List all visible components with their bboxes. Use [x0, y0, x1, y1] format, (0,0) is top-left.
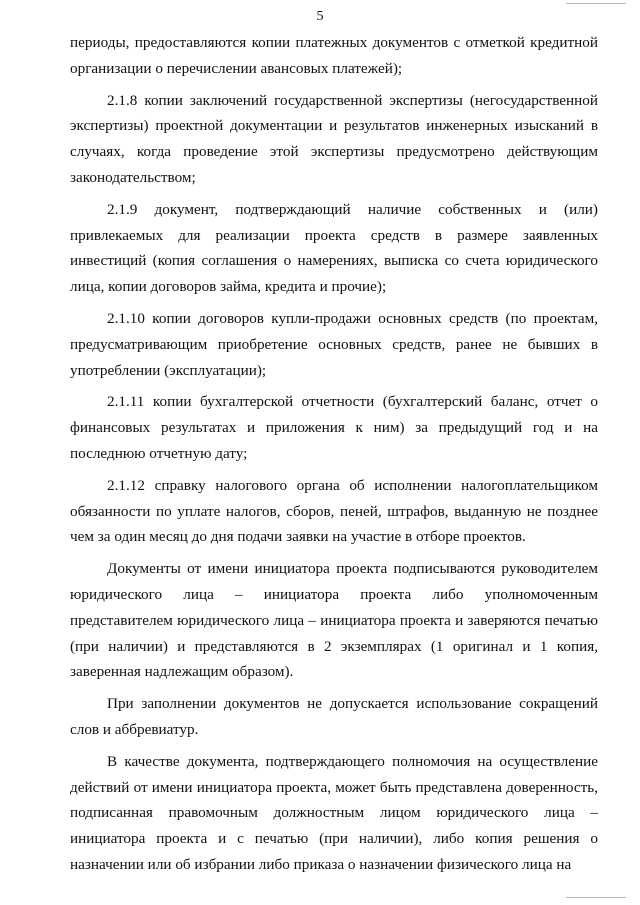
paragraph-item-2-1-10: 2.1.10 копии договоров купли-продажи основных средств (по проектам, предусматривающим приобретение основных средств, ранее не бывших в употреблении (эксплуатации); [70, 309, 598, 379]
scan-edge-mark-top [566, 0, 626, 4]
paragraph-signing-rules: Документы от имени инициатора проекта подписываются руководителем юридического лица – инициатора проекта либо уполномоченным представителем юридического лица – инициатора проекта и заверяются печатью (при наличии) и представляются в 2 экземплярах (1 оригинал и 1 копия, заверенная надлежащим образом). [70, 560, 598, 681]
paragraph-authority-document: В качестве документа, подтверждающего полномочия на осуществление действий от имени инициатора проекта, может быть представлена доверенность, подписанная правомочным должностным лицом юридического лица – инициатора проекта и с печатью (при наличии), либо копия решения о назначении или об избрании либо приказа о назначении физического лица на [70, 752, 598, 873]
paragraph-continuation: периоды, предоставляются копии платежных документов с отметкой кредитной организации о перечислении авансовых платежей); [70, 34, 598, 77]
paragraph-item-2-1-9: 2.1.9 документ, подтверждающий наличие собственных и (или) привлекаемых для реализации проекта средств в размере заявленных инвестиций (копия соглашения о намерениях, выписка со счета юридического лица, копии договоров займа, кредита и прочие); [70, 200, 598, 296]
document-body [70, 30, 598, 884]
scan-edge-mark-bottom [566, 897, 626, 901]
paragraph-item-2-1-12: 2.1.12 справку налогового органа об исполнении налогоплательщиком обязанности по уплате налогов, сборов, пеней, штрафов, выданную не позднее чем за один месяц до дня подачи заявки на участие в отборе проектов. [70, 476, 598, 546]
paragraph-abbreviations: При заполнении документов не допускается использование сокращений слов и аббревиатур. [70, 695, 598, 738]
paragraph-item-2-1-11: 2.1.11 копии бухгалтерской отчетности (бухгалтерский баланс, отчет о финансовых результатах и приложения к ним) за предыдущий год и на последнюю отчетную дату; [70, 393, 598, 462]
paragraph-item-2-1-8: 2.1.8 копии заключений государственной экспертизы (негосударственной экспертизы) проектной документации и результатов инженерных изысканий в случаях, когда проведение этой экспертизы предусмотрено действующим законодательством; [70, 91, 598, 186]
page-number: 5 [316, 9, 324, 24]
